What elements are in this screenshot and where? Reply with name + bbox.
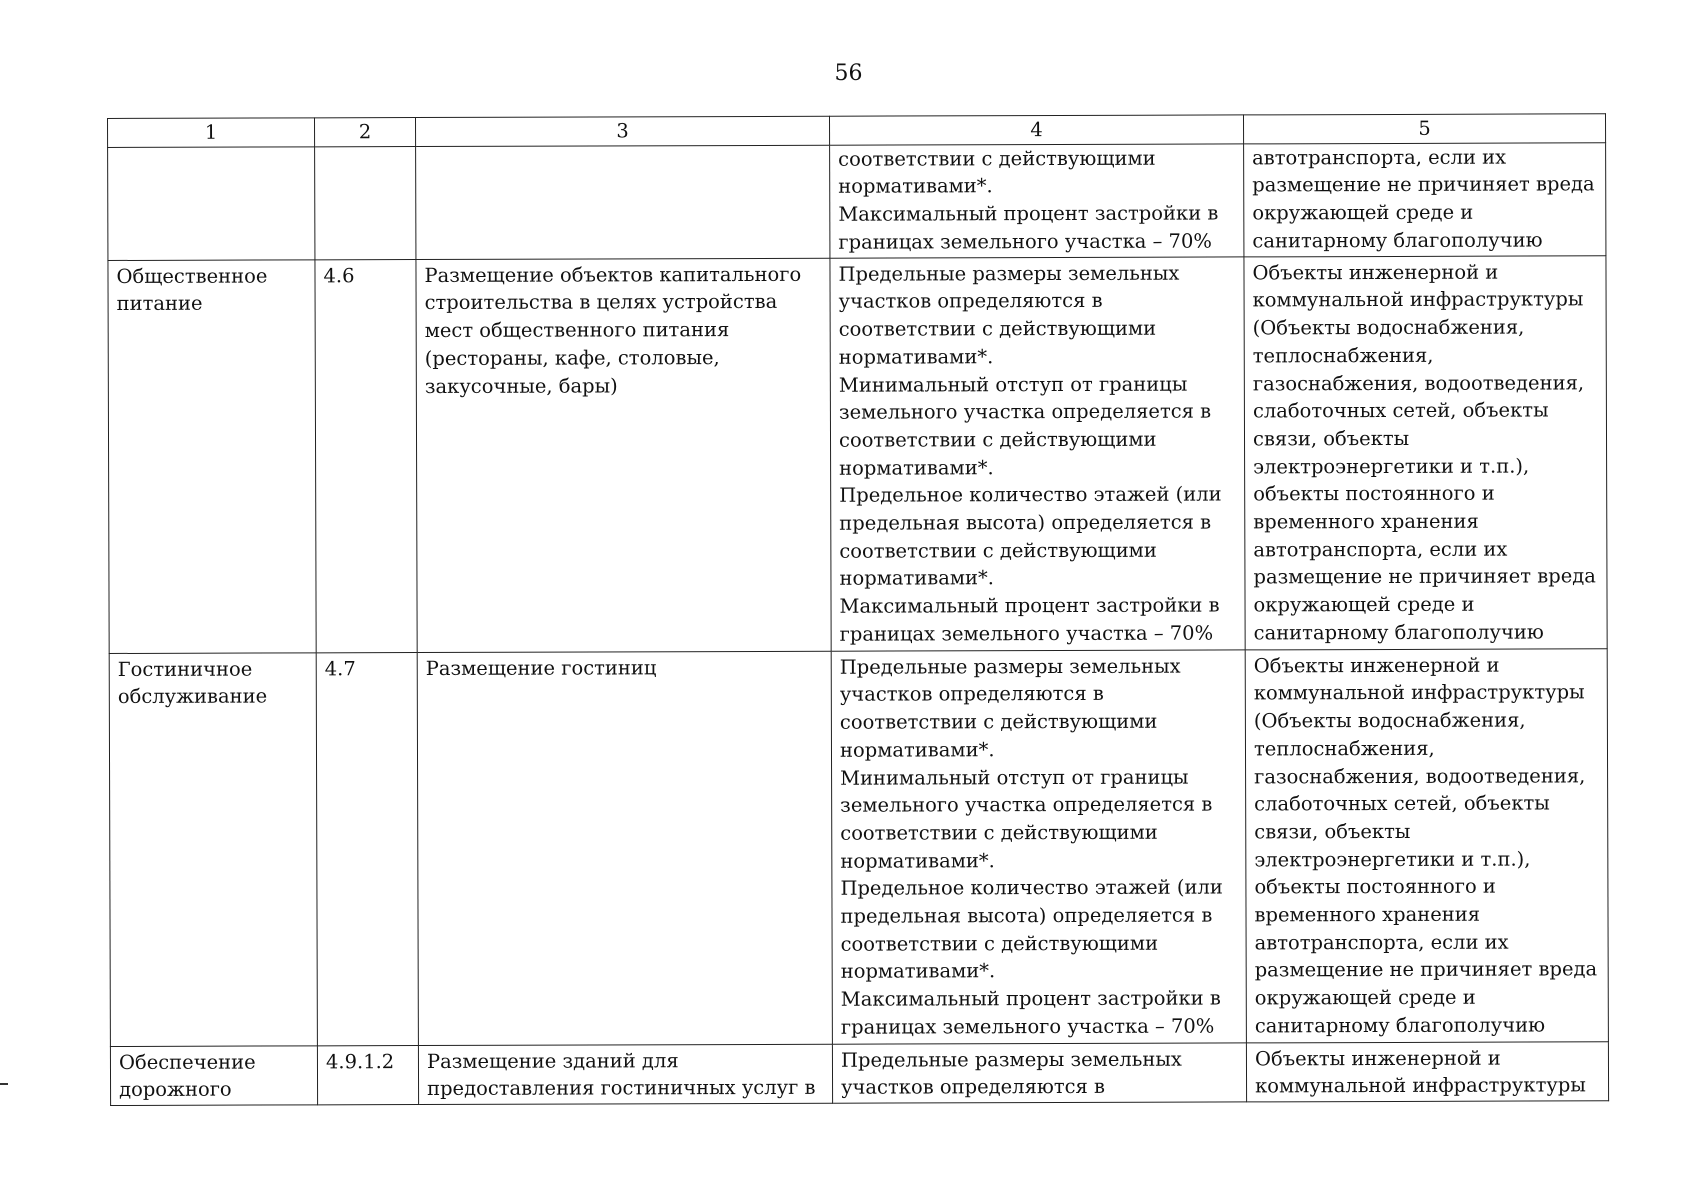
use-code-text: 4.9.1.2 [325,1049,395,1074]
use-description-text: Размещение объектов капитального строительства в целях устройства мест общественного питания (рестораны, кафе, столовые, закусочные, бары) [424,262,802,398]
column-header-3: 3 [416,116,830,146]
use-description-cell [417,651,832,1045]
use-name-cell [109,653,317,1047]
use-code-text: 4.6 [323,263,355,288]
parameters-text: Предельные размеры земельных участков определяются в соответствии с действующими нормативами*. Минимальный отступ от границы земельного участка определяется в соответствии с действующими нормативами*. Предельное количество этажей (или предельная высота) определяется в соответствии с действующими нормативами*. Максимальный процент застройки в границах земельного участка – 70% [839,654,1223,1039]
use-name-cell [108,147,315,261]
use-code-cell [315,146,416,259]
parameters-cell [832,1043,1246,1103]
use-description-text: Размещение гостиниц [425,655,657,680]
use-description-cell [416,258,831,652]
parameters-cell [831,650,1246,1044]
table-row [108,142,1606,260]
use-name-cell [108,260,316,654]
use-description-cell [418,1044,832,1104]
use-name-cell [110,1046,317,1106]
column-header-5: 5 [1243,114,1605,144]
auxiliary-text: Объекты инженерной и коммунальной инфраструктуры (Объекты водоснабжения, теплоснабжения, газоснабжения, водоотведения, слаботочных сетей, объекты связи, объекты электроэнергетики и т.п.), объекты постоянного и временного хранения автотранспорта, если их размещение не причиняет вреда окружающей среде и санитарному благополучию [1253,653,1598,1038]
use-code-cell [315,259,417,652]
column-header-2: 2 [315,118,416,147]
use-description-text [424,145,821,146]
use-name-text: Гостиничное обслуживание [117,657,268,709]
parameters-text: соответствии с действующими нормативами*. Максимальный процент застройки в границах земельного участка – 70% [838,146,1219,254]
use-code-cell [317,1045,418,1104]
column-header-4: 4 [829,115,1243,145]
page-number: 56 [834,61,863,86]
table-row [110,1041,1608,1105]
table-row [108,255,1607,653]
auxiliary-cell [1245,648,1608,1042]
auxiliary-cell [1244,142,1606,256]
use-description-text: Размещение зданий для предоставления гостиничных услуг в [426,1048,816,1101]
table-row [109,648,1608,1046]
header-row [108,114,1606,147]
auxiliary-text: автотранспорта, если их размещение не причиняет вреда окружающей среде и санитарному благополучию [1252,145,1595,253]
auxiliary-text: Объекты инженерной и коммунальной инфраструктуры (Объекты водоснабжения, теплоснабжения, газоснабжения, водоотведения, слаботочных сетей, объекты связи, объекты электроэнергетики и т.п.), объекты постоянного и временного хранения автотранспорта, если их размещение не причиняет вреда окружающей среде и санитарному благополучию [1252,260,1596,645]
use-name-text: Общественное питание [116,264,268,316]
parameters-text: Предельные размеры земельных участков определяются в соответствии с действующими нормативами*. Минимальный отступ от границы земельного участка определяется в соответствии с действующими нормативами*. Предельное количество этажей (или предельная высота) определяется в соответствии с действующими нормативами*. Максимальный процент застройки в границах земельного участка – 70% [838,261,1222,646]
parameters-cell [830,257,1245,651]
use-code-cell [316,652,418,1045]
auxiliary-cell [1244,255,1607,649]
use-code-text: 4.7 [324,656,356,681]
use-description-cell [416,145,830,259]
column-header-1: 1 [108,118,315,147]
auxiliary-text: Объекты инженерной и коммунальной инфраструктуры [1254,1046,1586,1098]
auxiliary-cell [1246,1041,1608,1101]
land-use-table [107,113,1609,1105]
scan-edge-mark [0,1083,8,1085]
parameters-text: Предельные размеры земельных участков определяются в [840,1047,1182,1100]
use-name-text: Обеспечение дорожного [118,1050,256,1102]
parameters-cell [830,144,1244,258]
use-name-text [116,147,306,148]
